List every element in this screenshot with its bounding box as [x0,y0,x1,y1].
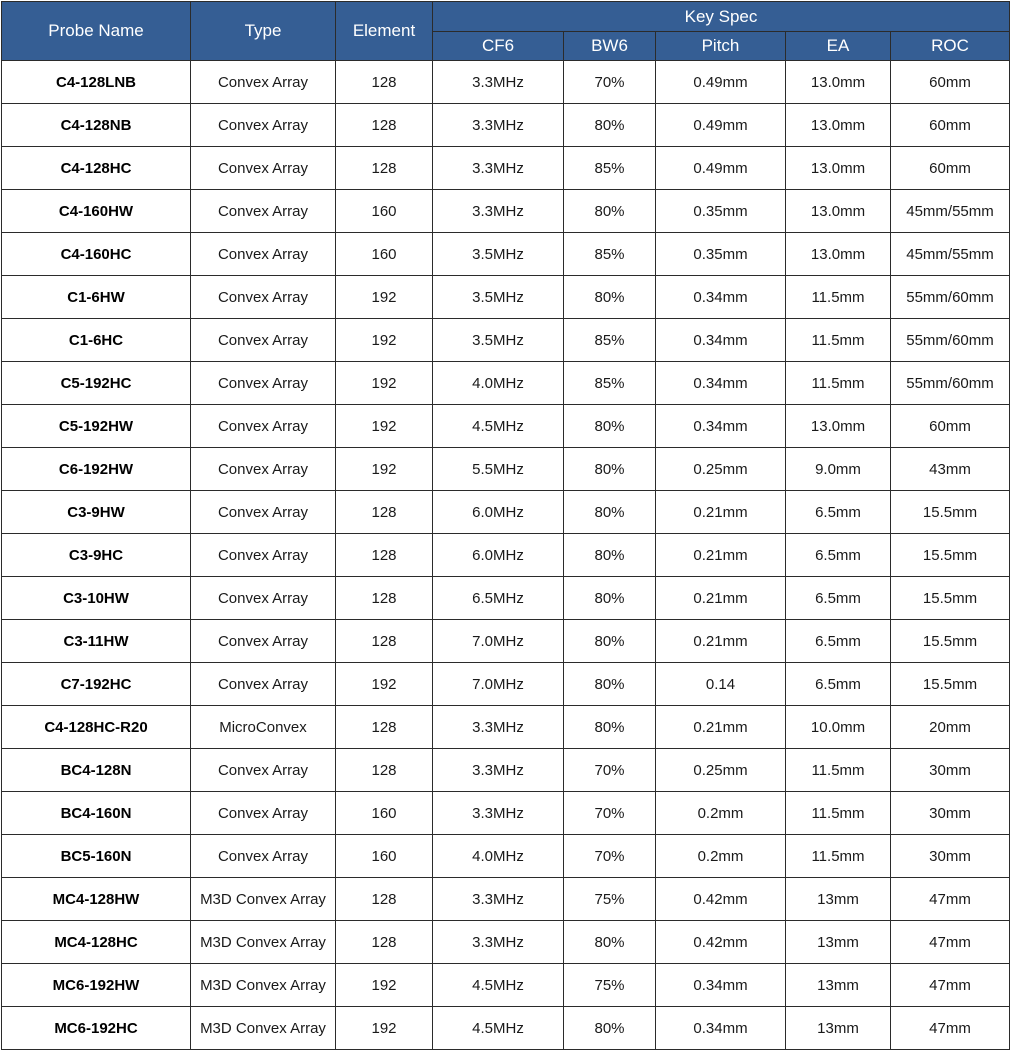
type-cell: MicroConvex [191,706,336,749]
table-row [2,792,1010,835]
roc-cell: 55mm/60mm [891,276,1010,319]
element-cell: 192 [336,362,433,405]
bw6-cell: 80% [564,276,656,319]
ea-cell: 11.5mm [786,749,891,792]
cf6-cell: 4.0MHz [433,835,564,878]
bw6-cell: 80% [564,663,656,706]
bw6-cell: 75% [564,878,656,921]
bw6-cell: 70% [564,835,656,878]
pitch-cell: 0.35mm [656,233,786,276]
cf6-cell: 6.0MHz [433,491,564,534]
cf6-cell: 3.3MHz [433,749,564,792]
bw6-cell: 85% [564,319,656,362]
header-pitch: Pitch [656,32,786,61]
cf6-cell: 3.5MHz [433,276,564,319]
table-row [2,319,1010,362]
probe-name-cell: C1-6HW [2,276,191,319]
element-cell: 192 [336,276,433,319]
pitch-cell: 0.21mm [656,706,786,749]
ea-cell: 9.0mm [786,448,891,491]
probe-name-cell: BC4-128N [2,749,191,792]
pitch-cell: 0.34mm [656,276,786,319]
ea-cell: 13.0mm [786,405,891,448]
ea-cell: 6.5mm [786,577,891,620]
table-row [2,663,1010,706]
type-cell: Convex Array [191,362,336,405]
table-row [2,706,1010,749]
type-cell: Convex Array [191,319,336,362]
cf6-cell: 3.3MHz [433,147,564,190]
probe-name-cell: C6-192HW [2,448,191,491]
element-cell: 128 [336,534,433,577]
probe-name-cell: C4-128LNB [2,61,191,104]
cf6-cell: 4.5MHz [433,1007,564,1050]
ea-cell: 11.5mm [786,835,891,878]
pitch-cell: 0.2mm [656,835,786,878]
ea-cell: 10.0mm [786,706,891,749]
roc-cell: 47mm [891,964,1010,1007]
bw6-cell: 80% [564,1007,656,1050]
table-row [2,964,1010,1007]
bw6-cell: 85% [564,147,656,190]
bw6-cell: 85% [564,362,656,405]
type-cell: Convex Array [191,491,336,534]
type-cell: Convex Array [191,448,336,491]
element-cell: 192 [336,319,433,362]
table-header [2,2,1010,61]
ea-cell: 13.0mm [786,233,891,276]
type-cell: Convex Array [191,233,336,276]
element-cell: 128 [336,620,433,663]
cf6-cell: 7.0MHz [433,620,564,663]
element-cell: 128 [336,706,433,749]
pitch-cell: 0.49mm [656,61,786,104]
header-element: Element [336,2,433,61]
cf6-cell: 3.5MHz [433,319,564,362]
ea-cell: 6.5mm [786,663,891,706]
roc-cell: 45mm/55mm [891,190,1010,233]
ea-cell: 11.5mm [786,792,891,835]
type-cell: Convex Array [191,577,336,620]
bw6-cell: 80% [564,491,656,534]
roc-cell: 15.5mm [891,663,1010,706]
probe-name-cell: C4-128HC-R20 [2,706,191,749]
table-row [2,749,1010,792]
roc-cell: 55mm/60mm [891,362,1010,405]
roc-cell: 15.5mm [891,534,1010,577]
table-row [2,147,1010,190]
cf6-cell: 6.0MHz [433,534,564,577]
pitch-cell: 0.25mm [656,448,786,491]
cf6-cell: 3.3MHz [433,190,564,233]
bw6-cell: 80% [564,190,656,233]
element-cell: 128 [336,61,433,104]
table-row [2,878,1010,921]
table-row [2,577,1010,620]
ea-cell: 13mm [786,1007,891,1050]
table-row [2,835,1010,878]
element-cell: 160 [336,792,433,835]
table-row [2,104,1010,147]
roc-cell: 60mm [891,61,1010,104]
cf6-cell: 3.3MHz [433,706,564,749]
element-cell: 128 [336,147,433,190]
probe-name-cell: C3-10HW [2,577,191,620]
cf6-cell: 5.5MHz [433,448,564,491]
ea-cell: 6.5mm [786,491,891,534]
element-cell: 160 [336,835,433,878]
cf6-cell: 7.0MHz [433,663,564,706]
type-cell: M3D Convex Array [191,1007,336,1050]
type-cell: M3D Convex Array [191,878,336,921]
bw6-cell: 80% [564,706,656,749]
pitch-cell: 0.42mm [656,878,786,921]
element-cell: 192 [336,405,433,448]
type-cell: M3D Convex Array [191,921,336,964]
element-cell: 128 [336,749,433,792]
pitch-cell: 0.34mm [656,319,786,362]
type-cell: Convex Array [191,61,336,104]
table-row [2,233,1010,276]
cf6-cell: 4.0MHz [433,362,564,405]
element-cell: 192 [336,663,433,706]
ea-cell: 11.5mm [786,319,891,362]
roc-cell: 43mm [891,448,1010,491]
pitch-cell: 0.14 [656,663,786,706]
probe-name-cell: C3-11HW [2,620,191,663]
roc-cell: 15.5mm [891,491,1010,534]
bw6-cell: 80% [564,534,656,577]
bw6-cell: 80% [564,448,656,491]
bw6-cell: 75% [564,964,656,1007]
ea-cell: 6.5mm [786,534,891,577]
ea-cell: 13.0mm [786,104,891,147]
header-probe-name: Probe Name [2,2,191,61]
element-cell: 192 [336,1007,433,1050]
roc-cell: 45mm/55mm [891,233,1010,276]
cf6-cell: 3.3MHz [433,878,564,921]
roc-cell: 60mm [891,104,1010,147]
probe-name-cell: MC4-128HW [2,878,191,921]
cf6-cell: 4.5MHz [433,405,564,448]
type-cell: Convex Array [191,534,336,577]
element-cell: 128 [336,577,433,620]
cf6-cell: 3.3MHz [433,921,564,964]
ea-cell: 13mm [786,921,891,964]
ea-cell: 11.5mm [786,276,891,319]
ea-cell: 13.0mm [786,61,891,104]
probe-name-cell: BC5-160N [2,835,191,878]
table-row [2,448,1010,491]
pitch-cell: 0.42mm [656,921,786,964]
probe-name-cell: C5-192HW [2,405,191,448]
type-cell: M3D Convex Array [191,964,336,1007]
ea-cell: 13.0mm [786,147,891,190]
table-row [2,534,1010,577]
probe-name-cell: MC6-192HC [2,1007,191,1050]
header-key-spec: Key Spec [433,2,1010,32]
probe-name-cell: C4-160HC [2,233,191,276]
pitch-cell: 0.2mm [656,792,786,835]
type-cell: Convex Array [191,749,336,792]
header-bw6: BW6 [564,32,656,61]
table-row [2,190,1010,233]
type-cell: Convex Array [191,104,336,147]
pitch-cell: 0.21mm [656,491,786,534]
type-cell: Convex Array [191,620,336,663]
table-row [2,921,1010,964]
roc-cell: 15.5mm [891,620,1010,663]
probe-name-cell: MC6-192HW [2,964,191,1007]
ea-cell: 11.5mm [786,362,891,405]
probe-name-cell: C4-128HC [2,147,191,190]
probe-spec-table [1,1,1010,1050]
bw6-cell: 80% [564,620,656,663]
table-row [2,620,1010,663]
table-row [2,61,1010,104]
table-row [2,491,1010,534]
header-type: Type [191,2,336,61]
pitch-cell: 0.34mm [656,405,786,448]
cf6-cell: 6.5MHz [433,577,564,620]
pitch-cell: 0.49mm [656,147,786,190]
probe-name-cell: C1-6HC [2,319,191,362]
roc-cell: 30mm [891,792,1010,835]
cf6-cell: 3.3MHz [433,792,564,835]
ea-cell: 6.5mm [786,620,891,663]
roc-cell: 60mm [891,405,1010,448]
table-row [2,362,1010,405]
pitch-cell: 0.21mm [656,577,786,620]
bw6-cell: 80% [564,577,656,620]
probe-name-cell: BC4-160N [2,792,191,835]
ea-cell: 13mm [786,964,891,1007]
element-cell: 128 [336,104,433,147]
pitch-cell: 0.21mm [656,534,786,577]
probe-name-cell: C7-192HC [2,663,191,706]
pitch-cell: 0.25mm [656,749,786,792]
roc-cell: 20mm [891,706,1010,749]
type-cell: Convex Array [191,663,336,706]
header-roc: ROC [891,32,1010,61]
cf6-cell: 4.5MHz [433,964,564,1007]
pitch-cell: 0.49mm [656,104,786,147]
table-row [2,276,1010,319]
table-row [2,1007,1010,1050]
bw6-cell: 80% [564,104,656,147]
type-cell: Convex Array [191,147,336,190]
element-cell: 128 [336,921,433,964]
cf6-cell: 3.3MHz [433,104,564,147]
type-cell: Convex Array [191,405,336,448]
bw6-cell: 70% [564,749,656,792]
pitch-cell: 0.35mm [656,190,786,233]
element-cell: 160 [336,233,433,276]
roc-cell: 15.5mm [891,577,1010,620]
header-cf6: CF6 [433,32,564,61]
pitch-cell: 0.34mm [656,362,786,405]
pitch-cell: 0.34mm [656,964,786,1007]
roc-cell: 30mm [891,835,1010,878]
bw6-cell: 80% [564,921,656,964]
element-cell: 160 [336,190,433,233]
pitch-cell: 0.34mm [656,1007,786,1050]
roc-cell: 47mm [891,1007,1010,1050]
ea-cell: 13.0mm [786,190,891,233]
roc-cell: 30mm [891,749,1010,792]
type-cell: Convex Array [191,276,336,319]
element-cell: 128 [336,491,433,534]
probe-name-cell: C5-192HC [2,362,191,405]
type-cell: Convex Array [191,835,336,878]
probe-name-cell: C3-9HW [2,491,191,534]
pitch-cell: 0.21mm [656,620,786,663]
table-body [2,61,1010,1050]
roc-cell: 55mm/60mm [891,319,1010,362]
bw6-cell: 70% [564,61,656,104]
type-cell: Convex Array [191,792,336,835]
element-cell: 192 [336,448,433,491]
header-ea: EA [786,32,891,61]
roc-cell: 60mm [891,147,1010,190]
type-cell: Convex Array [191,190,336,233]
table-row [2,405,1010,448]
roc-cell: 47mm [891,921,1010,964]
element-cell: 192 [336,964,433,1007]
cf6-cell: 3.5MHz [433,233,564,276]
probe-name-cell: MC4-128HC [2,921,191,964]
probe-name-cell: C4-128NB [2,104,191,147]
element-cell: 128 [336,878,433,921]
probe-name-cell: C3-9HC [2,534,191,577]
probe-name-cell: C4-160HW [2,190,191,233]
bw6-cell: 70% [564,792,656,835]
cf6-cell: 3.3MHz [433,61,564,104]
bw6-cell: 85% [564,233,656,276]
bw6-cell: 80% [564,405,656,448]
roc-cell: 47mm [891,878,1010,921]
ea-cell: 13mm [786,878,891,921]
